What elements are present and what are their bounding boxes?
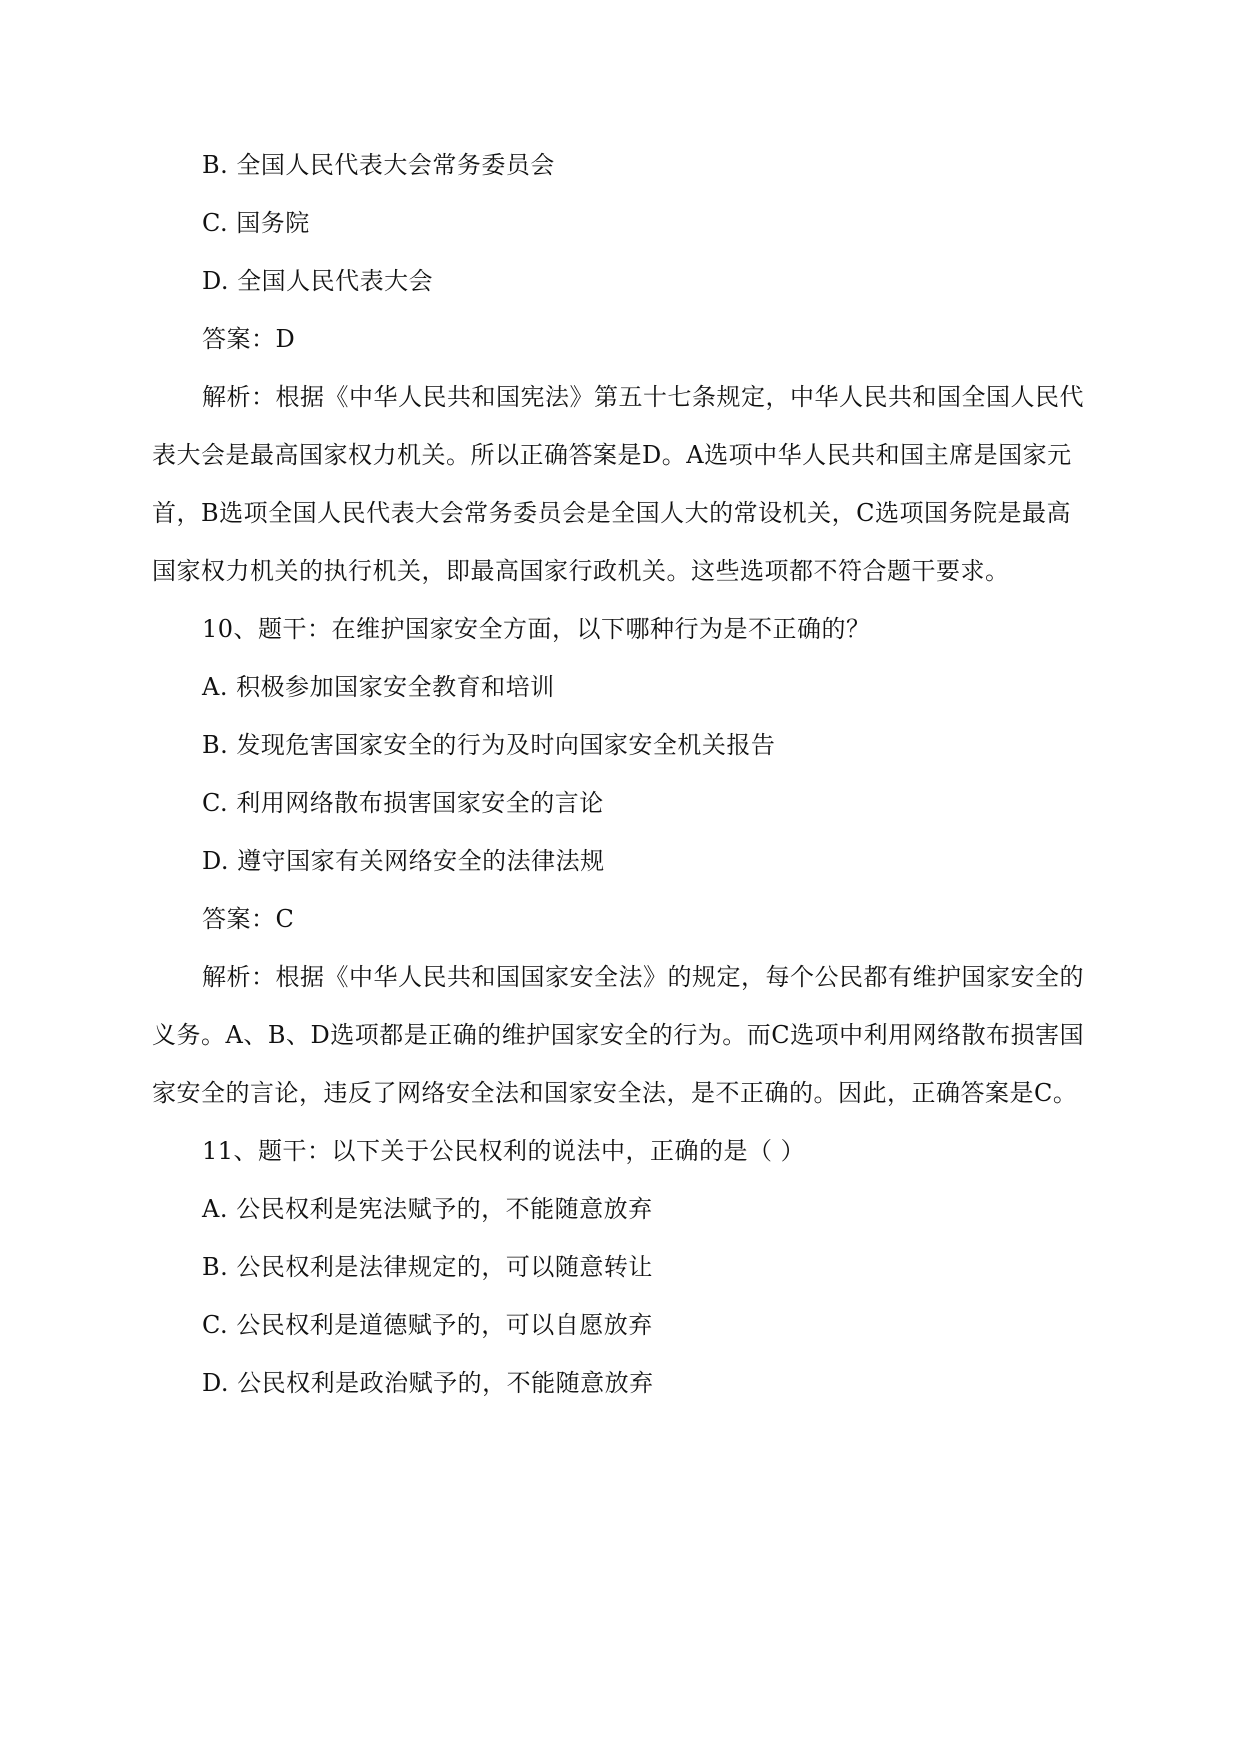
q9-option-b: B. 全国人民代表大会常务委员会 bbox=[202, 151, 555, 179]
q11-stem: 11、题干：以下关于公民权利的说法中，正确的是（ ） bbox=[202, 1137, 806, 1165]
q9-analysis-line: 解析：根据《中华人民共和国宪法》第五十七条规定，中华人民共和国全国人民代 bbox=[202, 383, 1084, 411]
q9-analysis-line: 国家权力机关的执行机关，即最高国家行政机关。这些选项都不符合题干要求。 bbox=[152, 557, 1010, 585]
q10-option-a: A. 积极参加国家安全教育和培训 bbox=[202, 673, 555, 701]
q10-analysis-line: 家安全的言论，违反了网络安全法和国家安全法，是不正确的。因此，正确答案是C。 bbox=[152, 1079, 1078, 1107]
q10-option-b: B. 发现危害国家安全的行为及时向国家安全机关报告 bbox=[202, 731, 776, 759]
q10-analysis-line: 解析：根据《中华人民共和国国家安全法》的规定，每个公民都有维护国家安全的 bbox=[202, 963, 1084, 991]
q10-option-c: C. 利用网络散布损害国家安全的言论 bbox=[202, 789, 604, 817]
q11-option-d: D. 公民权利是政治赋予的，不能随意放弃 bbox=[202, 1369, 654, 1397]
q9-answer: 答案：D bbox=[202, 325, 296, 353]
q9-analysis-line: 首，B选项全国人民代表大会常务委员会是全国人大的常设机关，C选项国务院是最高 bbox=[152, 499, 1071, 527]
q11-option-b: B. 公民权利是法律规定的，可以随意转让 bbox=[202, 1253, 653, 1281]
q9-option-d: D. 全国人民代表大会 bbox=[202, 267, 434, 295]
q11-option-a: A. 公民权利是宪法赋予的，不能随意放弃 bbox=[202, 1195, 653, 1223]
q9-option-c: C. 国务院 bbox=[202, 209, 310, 237]
q11-option-c: C. 公民权利是道德赋予的，可以自愿放弃 bbox=[202, 1311, 653, 1339]
q10-option-d: D. 遵守国家有关网络安全的法律法规 bbox=[202, 847, 605, 875]
q10-analysis-line: 义务。A、B、D选项都是正确的维护国家安全的行为。而C选项中利用网络散布损害国 bbox=[152, 1021, 1085, 1049]
q10-stem: 10、题干：在维护国家安全方面，以下哪种行为是不正确的？ bbox=[202, 615, 871, 643]
q10-answer: 答案：C bbox=[202, 905, 295, 933]
q9-analysis-line: 表大会是最高国家权力机关。所以正确答案是D。A选项中华人民共和国主席是国家元 bbox=[152, 441, 1072, 469]
